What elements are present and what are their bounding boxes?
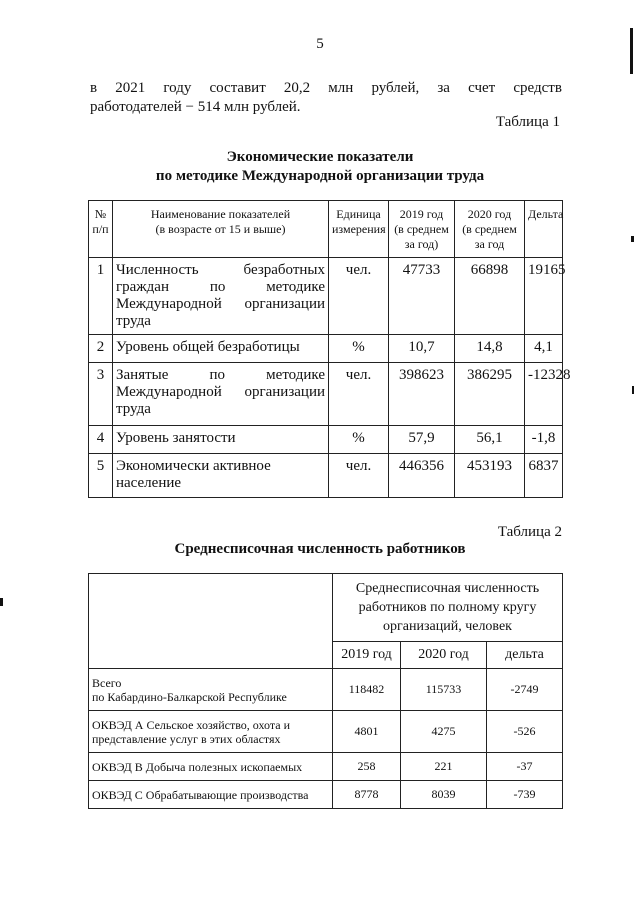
row-num: 5 (89, 454, 113, 498)
col-2019: 2019 год (333, 642, 401, 669)
name-line (116, 279, 325, 296)
row-delta: 19165 (525, 258, 563, 335)
row-2020: 56,1 (455, 426, 525, 454)
header-name (113, 201, 329, 258)
label-line: представление услуг в этих областях (92, 731, 281, 746)
intro-word: 2021 (115, 80, 146, 96)
row-2020: 14,8 (455, 335, 525, 363)
header-line: (в среднем (394, 222, 449, 236)
row-name: Уровень занятости (113, 426, 329, 454)
header-num (89, 201, 113, 258)
table-row (89, 258, 563, 335)
row-2020: 8039 (401, 781, 487, 809)
name-line (116, 384, 325, 401)
economic-indicators-table (88, 200, 571, 498)
table2-title: Среднесписочная численность работников (174, 541, 466, 557)
row-name (113, 363, 329, 426)
row-label: ОКВЭД В Добыча полезных ископаемых (89, 753, 333, 781)
name-line: труда (116, 313, 151, 329)
table2-caption: Таблица 2 (497, 524, 562, 540)
header-delta (525, 201, 563, 258)
header-line: Единица (336, 207, 381, 221)
table1-title (0, 148, 640, 186)
scan-edge-mark (0, 598, 3, 606)
row-unit: % (329, 335, 389, 363)
table1-caption: Таблица 1 (495, 114, 560, 130)
header-line: п/п (92, 222, 109, 236)
intro-line-2: работодателей − 514 млн рублей. (90, 99, 301, 115)
intro-word: рублей, (371, 80, 420, 96)
intro-word: млн (328, 80, 354, 96)
table-row (89, 753, 563, 781)
intro-word: в (90, 80, 98, 96)
word: по (209, 367, 226, 383)
name-line: население (116, 475, 182, 491)
header-line: 2020 год (467, 207, 512, 221)
header-line: Дельта (528, 207, 564, 221)
word: организации (244, 384, 325, 400)
table-row (89, 363, 563, 426)
table-row (89, 781, 563, 809)
table-header-row (89, 201, 563, 258)
header-line: (в среднем (462, 222, 517, 236)
word: по (209, 279, 226, 295)
row-2020: 115733 (401, 669, 487, 711)
name-line (116, 262, 325, 279)
row-2020: 66898 (455, 258, 525, 335)
col-delta: дельта (487, 642, 563, 669)
word: методике (266, 367, 325, 383)
table-row (89, 669, 563, 711)
row-num: 4 (89, 426, 113, 454)
page-number: 5 (316, 36, 324, 52)
name-line (116, 367, 325, 384)
header-line: Наименование показателей (150, 207, 291, 221)
table-row (89, 454, 563, 498)
name-line: Экономически активное (116, 458, 271, 474)
word: Международной (116, 296, 222, 312)
word: граждан (116, 279, 169, 295)
row-label: ОКВЭД С Обрабатывающие производства (89, 781, 333, 809)
intro-paragraph (90, 79, 562, 117)
row-delta: -526 (487, 711, 563, 753)
header-line: за год (474, 237, 505, 251)
header-2019 (389, 201, 455, 258)
intro-word: году (163, 80, 192, 96)
row-2019: 4801 (333, 711, 401, 753)
row-2019: 57,9 (389, 426, 455, 454)
header-line: 2019 год (399, 207, 444, 221)
word: безработных (243, 262, 325, 278)
intro-word: составит (209, 80, 266, 96)
col-2020: 2020 год (401, 642, 487, 669)
row-2019: 446356 (389, 454, 455, 498)
header-line: Среднесписочная численность (355, 581, 540, 596)
row-2019: 47733 (389, 258, 455, 335)
header-line: (в возрасте от 15 и выше) (155, 222, 286, 236)
row-label (89, 669, 333, 711)
table-row (89, 335, 563, 363)
row-2019: 8778 (333, 781, 401, 809)
row-unit: чел. (329, 363, 389, 426)
word: организации (244, 296, 325, 312)
row-name (113, 258, 329, 335)
scan-edge-mark (630, 28, 633, 74)
header-line: организаций, человек (383, 619, 512, 634)
row-unit: чел. (329, 454, 389, 498)
row-delta: -37 (487, 753, 563, 781)
header-line: работников по полному кругу (358, 600, 537, 615)
header-unit (329, 201, 389, 258)
table-row (89, 711, 563, 753)
word: Международной (116, 384, 222, 400)
label-line: по Кабардино-Балкарской Республике (92, 689, 287, 704)
name-line: труда (116, 401, 151, 417)
word: методике (266, 279, 325, 295)
row-num: 2 (89, 335, 113, 363)
row-delta: -2749 (487, 669, 563, 711)
label-line: Всего (92, 675, 122, 690)
row-unit: чел. (329, 258, 389, 335)
header-line: измерения (332, 222, 386, 236)
row-2019: 10,7 (389, 335, 455, 363)
header-line: № (94, 207, 107, 221)
word: Численность (116, 262, 199, 278)
header-line: за год) (404, 237, 439, 251)
table-header-row (89, 574, 563, 642)
row-delta: -12328 (525, 363, 563, 426)
row-name (113, 454, 329, 498)
intro-line-1 (90, 79, 562, 98)
intro-word: 20,2 (283, 80, 311, 96)
row-delta: 6837 (525, 454, 563, 498)
row-2020: 221 (401, 753, 487, 781)
word: Занятые (116, 367, 169, 383)
row-num: 1 (89, 258, 113, 335)
row-delta: -1,8 (525, 426, 563, 454)
row-2019: 118482 (333, 669, 401, 711)
row-2020: 386295 (455, 363, 525, 426)
scan-edge-mark (631, 236, 634, 242)
table1-title-line: Экономические показатели (226, 149, 414, 165)
row-2020: 453193 (455, 454, 525, 498)
label-line: ОКВЭД А Сельское хозяйство, охота и (92, 717, 290, 732)
header-empty (89, 574, 333, 669)
row-2020: 4275 (401, 711, 487, 753)
row-delta: 4,1 (525, 335, 563, 363)
row-2019: 258 (333, 753, 401, 781)
header-2020 (455, 201, 525, 258)
row-name: Уровень общей безработицы (113, 335, 329, 363)
intro-word: средств (513, 80, 562, 96)
intro-word: за (437, 80, 450, 96)
intro-word: счет (468, 80, 496, 96)
header-title-cell (333, 574, 563, 642)
row-unit: % (329, 426, 389, 454)
row-num: 3 (89, 363, 113, 426)
name-line (116, 296, 325, 313)
table-row (89, 426, 563, 454)
average-employees-table (88, 573, 563, 809)
row-2019: 398623 (389, 363, 455, 426)
row-label (89, 711, 333, 753)
table1-title-line: по методике Международной организации труда (155, 168, 485, 184)
scan-edge-mark (632, 386, 634, 394)
row-delta: -739 (487, 781, 563, 809)
